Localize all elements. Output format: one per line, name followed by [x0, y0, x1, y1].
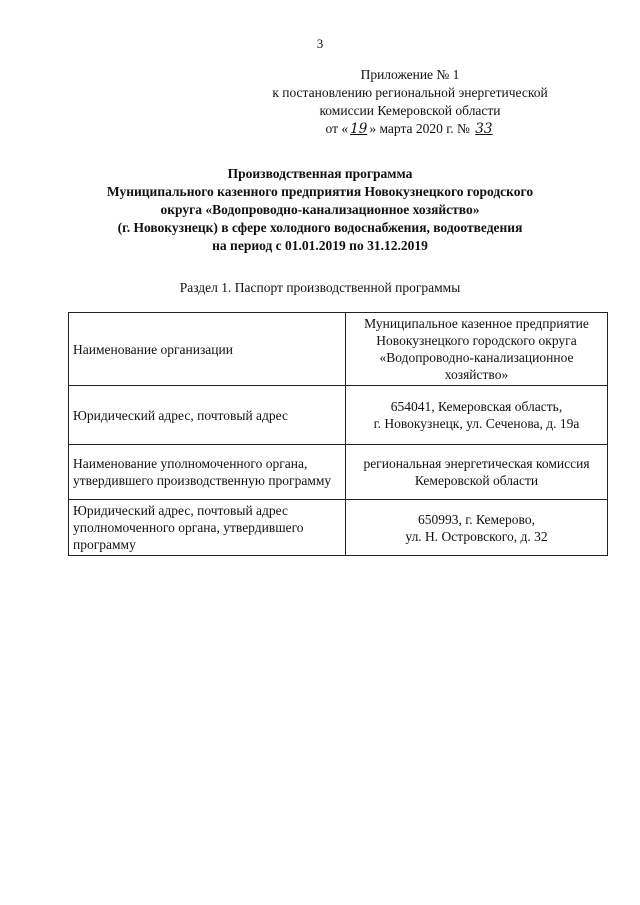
- row-value: [346, 445, 608, 500]
- table-row: [69, 386, 608, 445]
- row-label: Наименование уполномоченного органа, утвердившего производственную программу: [69, 445, 346, 500]
- appendix-header: [230, 66, 590, 138]
- row-value: [346, 500, 608, 556]
- value-line: 650993, г. Кемерово,: [418, 511, 535, 527]
- row-value: [346, 313, 608, 386]
- row-value: [346, 386, 608, 445]
- row-label: Наименование организации: [69, 313, 346, 386]
- program-title: [40, 165, 600, 255]
- value-line: Муниципальное казенное предприятие: [364, 316, 589, 331]
- title-line-1: Производственная программа: [227, 166, 413, 181]
- title-line-4: (г. Новокузнецк) в сфере холодного водоснабжения, водоотведения: [117, 220, 523, 235]
- table-row: [69, 313, 608, 386]
- section-title: Раздел 1. Паспорт производственной программы: [179, 280, 461, 295]
- table-row: [69, 445, 608, 500]
- appendix-line-2: к постановлению региональной энергетической: [272, 85, 548, 100]
- title-line-2: Муниципального казенного предприятия Новокузнецкого городского: [106, 184, 534, 199]
- table-row: [69, 500, 608, 556]
- value-line: 654041, Кемеровская область,: [390, 399, 563, 414]
- date-middle: » марта 2020 г. №: [369, 121, 470, 136]
- appendix-line-1: Приложение № 1: [360, 67, 460, 82]
- doc-number-handwritten: 33: [475, 121, 493, 137]
- appendix-line-3: комиссии Кемеровской области: [319, 103, 501, 118]
- title-line-5: на период с 01.01.2019 по 31.12.2019: [212, 238, 428, 253]
- date-day-handwritten: 19: [350, 121, 368, 137]
- row-label: Юридический адрес, почтовый адрес: [69, 386, 346, 445]
- value-line: Новокузнецкого городского округа: [376, 333, 577, 348]
- value-line: региональная энергетическая комиссия: [363, 456, 590, 471]
- row-label: Юридический адрес, почтовый адрес уполномоченного органа, утвердившего программу: [69, 500, 346, 556]
- value-line: «Водопроводно-канализационное: [379, 350, 574, 365]
- passport-table: [68, 312, 608, 556]
- date-prefix: от «: [325, 121, 349, 136]
- title-line-3: округа «Водопроводно-канализационное хозяйство»: [160, 202, 480, 217]
- value-line: Кемеровской области: [414, 473, 539, 488]
- value-line: ул. Н. Островского, д. 32: [405, 528, 548, 544]
- page-number: 3: [316, 36, 324, 51]
- value-line: хозяйство»: [444, 367, 509, 382]
- appendix-date-line: [230, 120, 590, 138]
- value-line: г. Новокузнецк, ул. Сеченова, д. 19а: [373, 416, 580, 431]
